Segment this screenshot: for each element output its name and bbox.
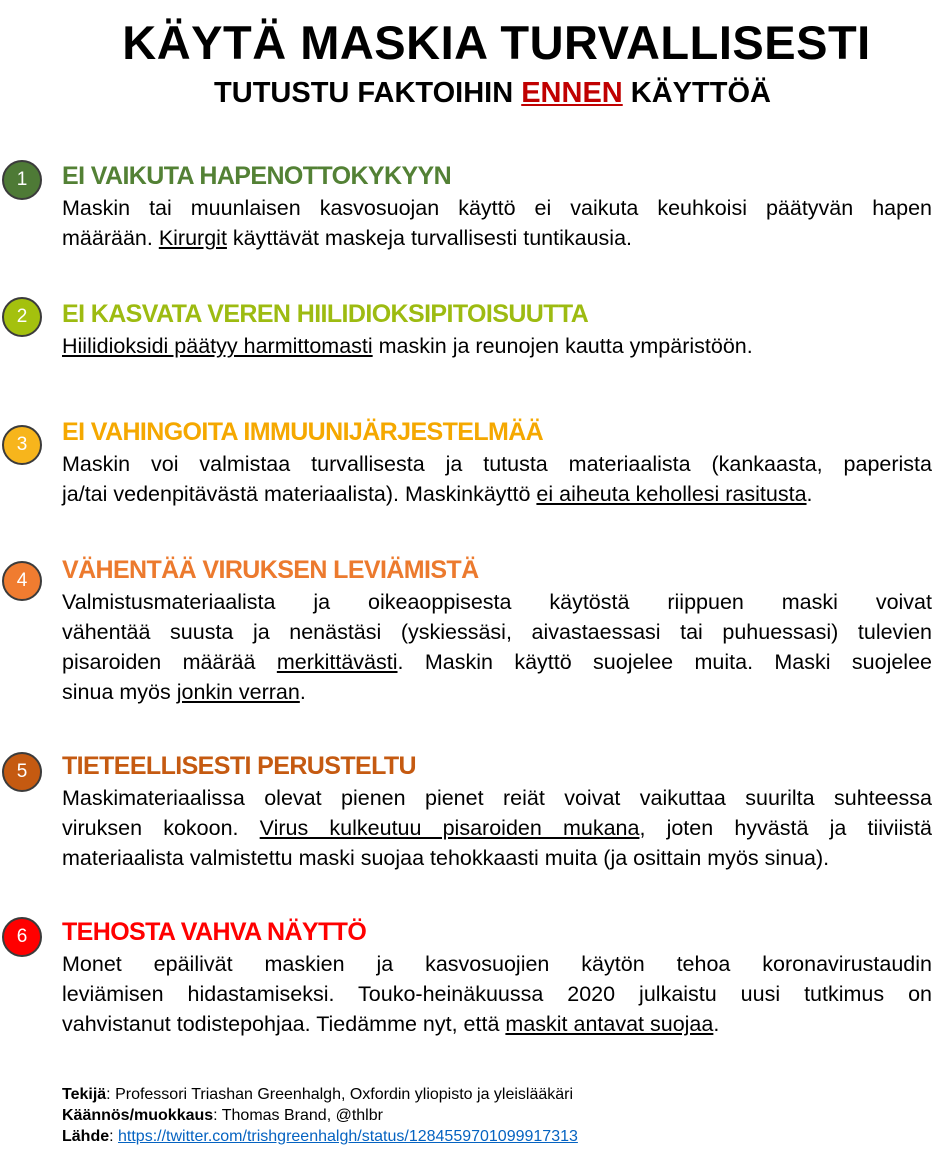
page-subtitle bbox=[0, 76, 937, 110]
emphasized-text: Hiilidioksidi päätyy harmittomasti bbox=[62, 334, 373, 358]
body-text: vähentää suusta ja nenästäsi (yskiessäsi, aivastaessasi tai puhuessasi) tulevien bbox=[62, 620, 932, 644]
number-badge-5: 5 bbox=[2, 752, 42, 792]
fact-line bbox=[62, 647, 932, 677]
body-text: Monet epäilivät maskien ja kasvosuojien käytön tehoa koronavirustaudin bbox=[62, 952, 932, 976]
fact-heading-4: VÄHENTÄÄ VIRUKSEN LEVIÄMISTÄ bbox=[62, 556, 479, 584]
fact-body-3 bbox=[62, 449, 932, 509]
fact-line bbox=[62, 223, 932, 253]
fact-line bbox=[62, 949, 932, 979]
body-text: materiaalista valmistettu maski suojaa tehokkaasti muita (ja osittain myös sinua). bbox=[62, 846, 830, 870]
fact-line bbox=[62, 1009, 932, 1039]
body-text: Maskin tai muunlaisen kasvosuojan käyttö ei vaikuta keuhkoisi päätyvän hapen bbox=[62, 196, 932, 220]
body-text: viruksen kokoon. bbox=[62, 816, 260, 840]
page-title: KÄYTÄ MASKIA TURVALLISESTI bbox=[122, 16, 871, 69]
fact-body-2 bbox=[62, 331, 932, 361]
credit-translation bbox=[62, 1105, 578, 1126]
body-text: vahvistanut todistepohjaa. Tiedämme nyt, että bbox=[62, 1012, 506, 1036]
fact-line bbox=[62, 783, 932, 813]
body-text: , joten hyvästä ja tiiviistä bbox=[639, 816, 932, 840]
source-label: Lähde bbox=[62, 1128, 110, 1145]
number-badge-1: 1 bbox=[2, 160, 42, 200]
body-text: Maskimateriaalissa olevat pienen pienet reiät voivat vaikuttaa suurilta suhteessa bbox=[62, 786, 932, 810]
subtitle-pre: TUTUSTU FAKTOIHIN bbox=[214, 77, 522, 109]
fact-heading-6: TEHOSTA VAHVA NÄYTTÖ bbox=[62, 918, 367, 946]
fact-line bbox=[62, 813, 932, 843]
fact-line bbox=[62, 677, 932, 707]
fact-heading-2: EI KASVATA VEREN HIILIDIOKSIPITOISUUTTA bbox=[62, 300, 589, 328]
emphasized-text: Kirurgit bbox=[158, 226, 227, 250]
fact-line bbox=[62, 979, 932, 1009]
body-text: Maskin voi valmistaa turvallisesta ja tutusta materiaalista (kankaasta, paperista bbox=[62, 452, 932, 476]
fact-body-6 bbox=[62, 949, 932, 1039]
emphasized-text: ei aiheuta kehollesi rasitusta bbox=[536, 482, 807, 506]
number-badge-6: 6 bbox=[2, 917, 42, 957]
emphasized-text: maskit antavat suojaa bbox=[505, 1012, 714, 1036]
body-text: pisaroiden määrää bbox=[62, 650, 277, 674]
subtitle-emphasis: ENNEN bbox=[521, 77, 623, 109]
body-text: . bbox=[713, 1012, 720, 1036]
number-badge-3: 3 bbox=[2, 425, 42, 465]
body-text: leviämisen hidastamiseksi. Touko-heinäkuussa 2020 julkaistu uusi tutkimus on bbox=[62, 982, 932, 1006]
body-text: sinua myös bbox=[62, 680, 177, 704]
fact-line bbox=[62, 617, 932, 647]
fact-line bbox=[62, 843, 932, 873]
fact-line bbox=[62, 479, 932, 509]
body-text: maskin ja reunojen kautta ympäristöön. bbox=[372, 334, 753, 358]
emphasized-text: Virus kulkeutuu pisaroiden mukana bbox=[259, 816, 640, 840]
fact-line bbox=[62, 331, 932, 361]
translation-label: Käännös/muokkaus bbox=[62, 1107, 214, 1124]
credit-author bbox=[62, 1084, 578, 1105]
credit-source bbox=[62, 1126, 578, 1147]
fact-line bbox=[62, 449, 932, 479]
body-text: . Maskin käyttö suojelee muita. Maski suojelee bbox=[397, 650, 932, 674]
body-text: Valmistusmateriaalista ja oikeaoppisesta käytöstä riippuen maski voivat bbox=[62, 590, 932, 614]
subtitle-post: KÄYTTÖÄ bbox=[622, 77, 771, 109]
number-badge-4: 4 bbox=[2, 561, 42, 601]
translation-value: : Thomas Brand, @thlbr bbox=[213, 1107, 383, 1124]
body-text: . bbox=[806, 482, 813, 506]
source-link[interactable]: https://twitter.com/trishgreenhalgh/status/1284559701099917313 bbox=[118, 1128, 578, 1145]
number-badge-2: 2 bbox=[2, 297, 42, 337]
credits-footer bbox=[62, 1084, 578, 1147]
body-text: ja/tai vedenpitävästä materiaalista). Maskinkäyttö bbox=[62, 482, 537, 506]
author-label: Tekijä bbox=[62, 1086, 107, 1103]
fact-line bbox=[62, 193, 932, 223]
fact-heading-3: EI VAHINGOITA IMMUUNIJÄRJESTELMÄÄ bbox=[62, 418, 544, 446]
fact-heading-5: TIETEELLISESTI PERUSTELTU bbox=[62, 752, 417, 780]
fact-body-5 bbox=[62, 783, 932, 873]
body-text: . bbox=[299, 680, 306, 704]
emphasized-text: merkittävästi bbox=[276, 650, 398, 674]
body-text: käyttävät maskeja turvallisesti tuntikausia. bbox=[226, 226, 633, 250]
source-sep: : bbox=[109, 1128, 119, 1145]
author-value: : Professori Triashan Greenhalgh, Oxfordin yliopisto ja yleislääkäri bbox=[106, 1086, 574, 1103]
fact-heading-1: EI VAIKUTA HAPENOTTOKYKYYN bbox=[62, 162, 452, 190]
fact-line bbox=[62, 587, 932, 617]
body-text: määrään. bbox=[62, 226, 159, 250]
emphasized-text: jonkin verran bbox=[176, 680, 300, 704]
fact-body-4 bbox=[62, 587, 932, 707]
fact-body-1 bbox=[62, 193, 932, 253]
